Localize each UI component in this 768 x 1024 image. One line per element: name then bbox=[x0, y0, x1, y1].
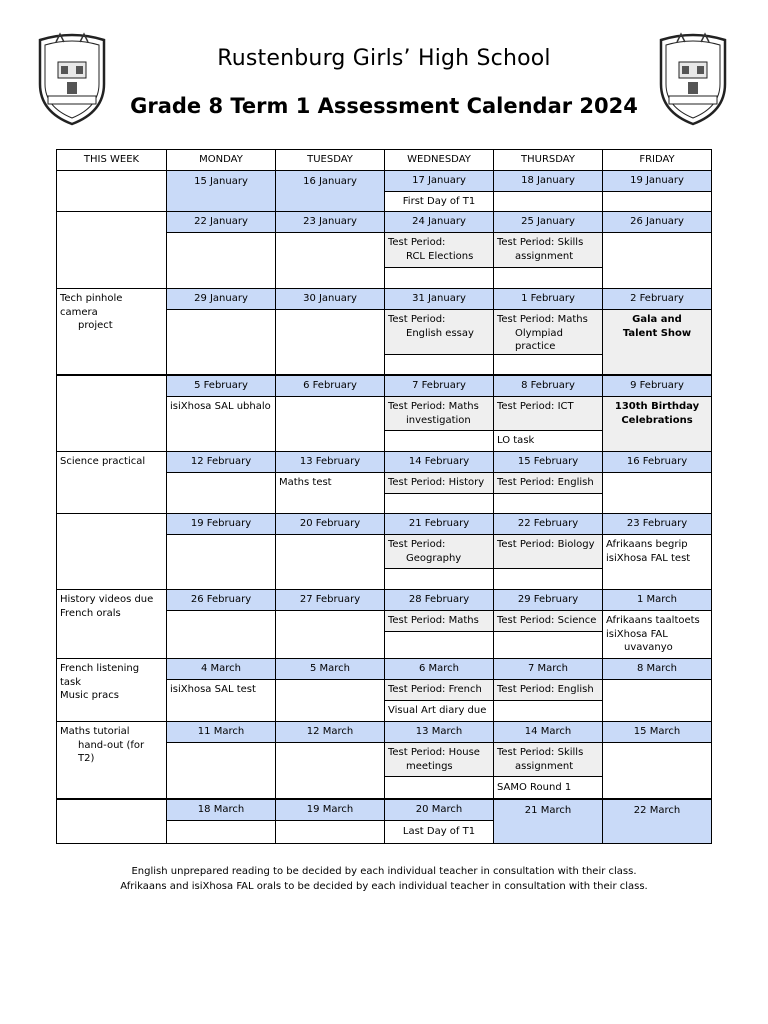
date-cell: 9 February bbox=[603, 375, 712, 397]
event-cell bbox=[385, 354, 494, 375]
event-cell bbox=[276, 397, 385, 452]
date-cell: 12 March bbox=[276, 722, 385, 743]
date-cell: 5 March bbox=[276, 659, 385, 680]
event-cell: Last Day of T1 bbox=[385, 820, 494, 843]
event-cell bbox=[385, 268, 494, 289]
date-cell: 28 February bbox=[385, 590, 494, 611]
event-cell: Test Period: House meetings bbox=[385, 743, 494, 777]
event-cell bbox=[167, 611, 276, 659]
event-cell: Test Period: Skills assignment bbox=[494, 233, 603, 268]
this-week-cell bbox=[57, 514, 167, 590]
this-week-cell bbox=[57, 212, 167, 289]
event-cell: Test Period: History bbox=[385, 473, 494, 494]
event-cell bbox=[494, 701, 603, 722]
date-cell: 20 February bbox=[276, 514, 385, 535]
week-date-row bbox=[57, 212, 712, 233]
event-cell: Test Period: Biology bbox=[494, 535, 603, 569]
date-cell: 19 February bbox=[167, 514, 276, 535]
date-cell: 4 March bbox=[167, 659, 276, 680]
event-cell: Test Period: French bbox=[385, 680, 494, 701]
date-cell: 22 March bbox=[603, 799, 712, 844]
date-cell: 1 February bbox=[494, 289, 603, 310]
school-name: Rustenburg Girls’ High School bbox=[217, 46, 551, 71]
event-cell bbox=[385, 431, 494, 452]
event-cell bbox=[603, 680, 712, 722]
date-cell: 8 February bbox=[494, 375, 603, 397]
event-cell: isiXhosa SAL ubhalo bbox=[167, 397, 276, 452]
event-cell bbox=[494, 354, 603, 375]
week-date-row bbox=[57, 514, 712, 535]
event-cell bbox=[276, 680, 385, 722]
date-cell: 21 March bbox=[494, 799, 603, 844]
this-week-cell: History videos due French orals bbox=[57, 590, 167, 659]
event-cell bbox=[276, 820, 385, 843]
date-cell: 17 January bbox=[385, 171, 494, 192]
event-cell bbox=[167, 233, 276, 289]
this-week-cell bbox=[57, 799, 167, 844]
week-date-row bbox=[57, 289, 712, 310]
this-week-cell bbox=[57, 375, 167, 452]
event-cell: First Day of T1 bbox=[385, 192, 494, 212]
date-cell: 8 March bbox=[603, 659, 712, 680]
event-cell: Test Period: Maths Olympiad practice bbox=[494, 310, 603, 355]
event-cell: Test Period: Maths bbox=[385, 611, 494, 632]
date-cell: 22 January bbox=[167, 212, 276, 233]
event-cell: isiXhosa SAL test bbox=[167, 680, 276, 722]
event-cell bbox=[494, 494, 603, 514]
date-cell: 16 February bbox=[603, 452, 712, 473]
event-cell: Test Period: RCL Elections bbox=[385, 233, 494, 268]
event-cell bbox=[603, 473, 712, 514]
event-cell bbox=[494, 192, 603, 212]
event-cell bbox=[276, 233, 385, 289]
week-date-row bbox=[57, 659, 712, 680]
date-cell: 13 February bbox=[276, 452, 385, 473]
date-cell: 27 February bbox=[276, 590, 385, 611]
event-cell bbox=[167, 535, 276, 590]
event-cell bbox=[603, 233, 712, 289]
date-cell: 11 March bbox=[167, 722, 276, 743]
this-week-cell: French listening task Music pracs bbox=[57, 659, 167, 722]
event-cell: Test Period: ICT bbox=[494, 397, 603, 431]
event-cell bbox=[276, 535, 385, 590]
event-cell bbox=[276, 743, 385, 799]
date-cell: 7 February bbox=[385, 375, 494, 397]
event-cell: Test Period: English bbox=[494, 680, 603, 701]
date-cell: 29 January bbox=[167, 289, 276, 310]
date-cell: 29 February bbox=[494, 590, 603, 611]
date-cell: 19 January bbox=[603, 171, 712, 192]
event-cell bbox=[385, 569, 494, 590]
date-cell: 20 March bbox=[385, 799, 494, 821]
event-cell bbox=[385, 632, 494, 659]
date-cell: 6 February bbox=[276, 375, 385, 397]
date-cell: 26 January bbox=[603, 212, 712, 233]
date-cell: 2 February bbox=[603, 289, 712, 310]
week-date-row bbox=[57, 590, 712, 611]
week-date-row bbox=[57, 799, 712, 821]
date-cell: 30 January bbox=[276, 289, 385, 310]
column-header: MONDAY bbox=[167, 150, 276, 171]
event-cell bbox=[494, 569, 603, 590]
date-cell: 7 March bbox=[494, 659, 603, 680]
date-cell: 31 January bbox=[385, 289, 494, 310]
event-cell: Test Period: Skills assignment bbox=[494, 743, 603, 777]
date-cell: 18 January bbox=[494, 171, 603, 192]
event-cell bbox=[385, 494, 494, 514]
date-cell: 23 January bbox=[276, 212, 385, 233]
event-cell bbox=[167, 820, 276, 843]
week-date-row bbox=[57, 722, 712, 743]
date-cell: 6 March bbox=[385, 659, 494, 680]
event-cell bbox=[603, 192, 712, 212]
date-cell: 26 February bbox=[167, 590, 276, 611]
this-week-cell: Science practical bbox=[57, 452, 167, 514]
week-date-row bbox=[57, 452, 712, 473]
footer-notes bbox=[0, 864, 768, 894]
event-cell: Test Period: Geography bbox=[385, 535, 494, 569]
date-cell: 24 January bbox=[385, 212, 494, 233]
column-header: THIS WEEK bbox=[57, 150, 167, 171]
date-cell: 22 February bbox=[494, 514, 603, 535]
event-cell: LO task bbox=[494, 431, 603, 452]
assessment-calendar-table bbox=[56, 149, 712, 844]
date-cell: 19 March bbox=[276, 799, 385, 821]
event-cell bbox=[494, 268, 603, 289]
date-cell: 15 February bbox=[494, 452, 603, 473]
event-cell bbox=[385, 777, 494, 799]
column-header: TUESDAY bbox=[276, 150, 385, 171]
date-cell: 14 March bbox=[494, 722, 603, 743]
page-title: Grade 8 Term 1 Assessment Calendar 2024 bbox=[130, 94, 638, 118]
date-cell: 13 March bbox=[385, 722, 494, 743]
event-cell bbox=[167, 743, 276, 799]
event-cell bbox=[494, 632, 603, 659]
date-cell: 5 February bbox=[167, 375, 276, 397]
event-cell: Test Period: English essay bbox=[385, 310, 494, 355]
date-cell: 25 January bbox=[494, 212, 603, 233]
footer-note: English unprepared reading to be decided by each individual teacher in consultation with their class. bbox=[131, 866, 637, 877]
event-cell bbox=[603, 743, 712, 799]
date-cell: 21 February bbox=[385, 514, 494, 535]
column-header: THURSDAY bbox=[494, 150, 603, 171]
week-date-row bbox=[57, 375, 712, 397]
event-cell: Gala and Talent Show bbox=[603, 310, 712, 376]
event-cell: Maths test bbox=[276, 473, 385, 514]
date-cell: 16 January bbox=[276, 171, 385, 212]
event-cell bbox=[167, 473, 276, 514]
event-cell bbox=[276, 310, 385, 376]
event-cell: Visual Art diary due bbox=[385, 701, 494, 722]
event-cell: Test Period: Maths investigation bbox=[385, 397, 494, 431]
event-cell: Afrikaans taaltoets isiXhosa FAL uvavanyo bbox=[603, 611, 712, 659]
header-row bbox=[57, 150, 712, 171]
date-cell: 12 February bbox=[167, 452, 276, 473]
date-cell: 14 February bbox=[385, 452, 494, 473]
this-week-cell bbox=[57, 171, 167, 212]
date-cell: 15 January bbox=[167, 171, 276, 212]
event-cell: 130th Birthday Celebrations bbox=[603, 397, 712, 452]
event-cell: Test Period: Science bbox=[494, 611, 603, 632]
column-header: WEDNESDAY bbox=[385, 150, 494, 171]
this-week-cell: Maths tutorial hand-out (for T2) bbox=[57, 722, 167, 799]
week-date-row bbox=[57, 171, 712, 192]
event-cell: Afrikaans begrip isiXhosa FAL test bbox=[603, 535, 712, 590]
event-cell: Test Period: English bbox=[494, 473, 603, 494]
date-cell: 15 March bbox=[603, 722, 712, 743]
event-cell: SAMO Round 1 bbox=[494, 777, 603, 799]
event-cell bbox=[276, 611, 385, 659]
this-week-cell: Tech pinhole camera project bbox=[57, 289, 167, 376]
date-cell: 23 February bbox=[603, 514, 712, 535]
event-cell bbox=[167, 310, 276, 376]
column-header: FRIDAY bbox=[603, 150, 712, 171]
date-cell: 18 March bbox=[167, 799, 276, 821]
footer-note: Afrikaans and isiXhosa FAL orals to be decided by each individual teacher in consultation with their class. bbox=[120, 881, 648, 892]
date-cell: 1 March bbox=[603, 590, 712, 611]
